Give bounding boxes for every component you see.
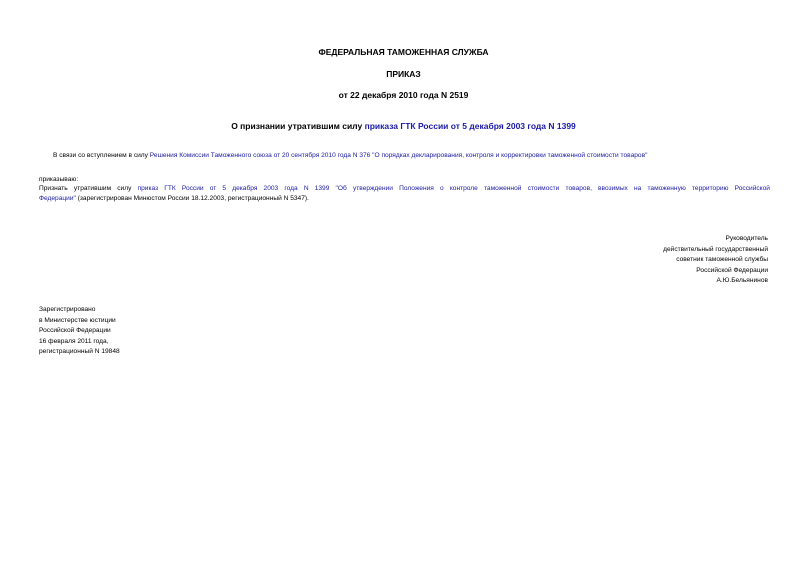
paragraph-ruling-line1	[39, 184, 770, 194]
ruling-prefix: Признать утратившим силу	[39, 185, 138, 192]
signature-line: советник таможенной службы	[676, 256, 768, 263]
ruling-suffix: (зарегистрирован Минюстом России 18.12.2003, регистрационный N 5347).	[75, 195, 309, 202]
paragraph-order-word: приказываю:	[39, 176, 79, 183]
decision-link[interactable]: Решения Комиссии Таможенного союза от 20 сентября 2010 года N 376 "О порядках декларирования, контроля и корректировки таможенной стоимости товаров"	[149, 152, 648, 159]
registration-line: Российской Федерации	[39, 327, 111, 334]
registration-line: Зарегистрировано	[39, 306, 96, 313]
signature-line: Руководитель	[725, 235, 768, 242]
document-date: от 22 декабря 2010 года N 2519	[338, 90, 469, 100]
registration-number: регистрационный N 19848	[39, 348, 120, 355]
registration-line: 16 февраля 2011 года,	[39, 338, 109, 345]
heading-link[interactable]: приказа ГТК России от 5 декабря 2003 года N 1399	[364, 121, 576, 131]
heading-prefix: О признании утратившим силу	[231, 121, 365, 131]
signature-line: Российской Федерации	[696, 267, 768, 274]
paragraph-preamble	[53, 151, 647, 161]
registration-line: в Министерстве юстиции	[39, 317, 116, 324]
agency-name: ФЕДЕРАЛЬНАЯ ТАМОЖЕННАЯ СЛУЖБА	[318, 47, 489, 57]
revoked-order-link-continued[interactable]: Федерации"	[39, 195, 76, 202]
document-heading	[0, 121, 807, 131]
signature-line: действительный государственный	[663, 246, 768, 253]
document-type: ПРИКАЗ	[386, 69, 421, 79]
paragraph-ruling-line2	[39, 194, 309, 204]
revoked-order-link[interactable]: приказ ГТК России от 5 декабря 2003 года N 1399 "Об утверждении Положения о контроле таможенной стоимости товаров, ввозимых на таможенную территорию Российской	[137, 185, 770, 192]
signatory-name: А.Ю.Бельянинов	[716, 277, 768, 284]
preamble-prefix: В связи со вступлением в силу	[53, 152, 150, 159]
